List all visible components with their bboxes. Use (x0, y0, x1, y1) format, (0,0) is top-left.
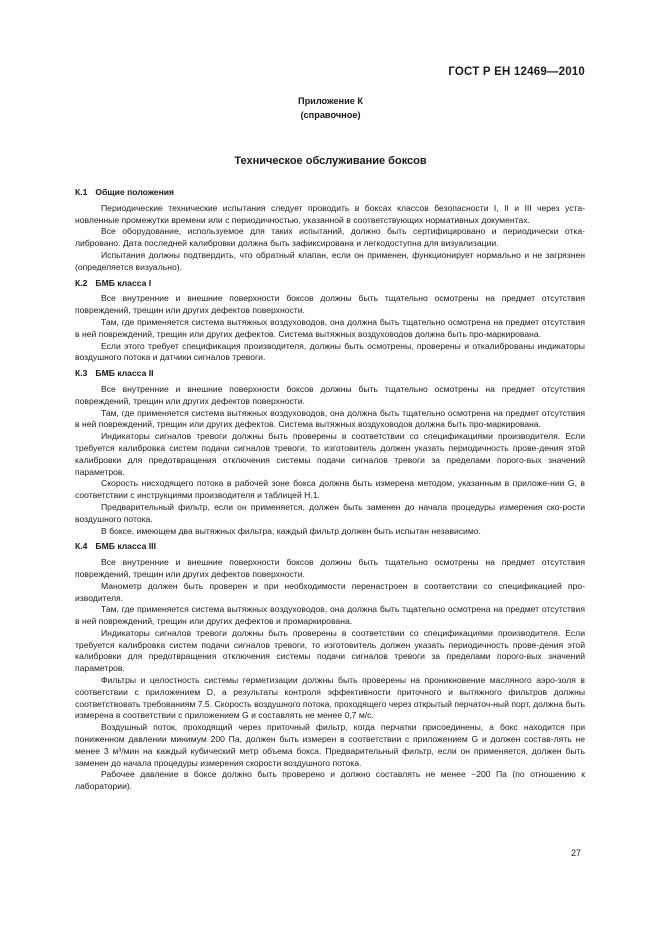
document-body (75, 186, 585, 793)
paragraph: Там, где применяется система вытяжных воздуховодов, она должна быть тщательно осмотрена на предмет отсутствия в ней повреждений, трещин или других дефектов. Система вытяжных воздуховодов должна быть про-маркирована. (75, 316, 585, 339)
standard-code: ГОСТ Р ЕН 12469—2010 (448, 66, 585, 78)
section-title: БМБ класса III (95, 541, 156, 552)
section-title: БМБ класса II (95, 368, 154, 379)
section-number: К.1 (75, 187, 88, 197)
appendix-block (0, 94, 661, 122)
paragraph: Если этого требует спецификация производителя, должны быть осмотрены, проверены и откалиброваны индикаторы воздушного потока и датчики сигналов тревоги. (75, 340, 585, 363)
paragraph: Там, где применяется система вытяжных воздуховодов, она должна быть тщательно осмотрена на предмет отсутствия в ней повреждений, трещин или других дефектов. Система вытяжных воздуховодов должна быть про-маркирована. (75, 407, 585, 430)
paragraph: Рабочее давление в боксе должно быть проверено и должно составлять не менее −200 Па (по отношению к лаборатории). (75, 769, 585, 792)
section-number: К.3 (75, 368, 88, 379)
section-heading (75, 187, 585, 199)
paragraph: Все оборудование, используемое для таких испытаний, должно быть сертифицировано и периодически отка-либровано. Дата последней калибровки должна быть зафиксирована и легкодоступна для визуализации. (75, 226, 585, 249)
paragraph: Воздушный поток, проходящий через приточный фильтр, когда перчатки присоединены, а бокс находится при пониженном давлении минимум 200 Па, должен быть измерен в соответствии с приложением G и должен состав-лять не менее 3 м³/мин на каждый кубический метр объема бокса. Предварительный фильтр, если он применяется, должен быть заменен до начала процедуры измерения скорости воздушного потока. (75, 722, 585, 768)
paragraph: В боксе, имеющем два вытяжных фильтра, каждый фильтр должен быть испытан независимо. (101, 525, 481, 536)
paragraph: Испытания должны подтвердить, что обратный клапан, если он применен, функционирует нормально и не загрязнен (определяется визуально). (75, 249, 585, 272)
paragraph: Там, где применяется система вытяжных воздуховодов, она должна быть тщательно осмотрена на предмет отсутствия в ней повреждений, трещин или других дефектов и промаркирована. (75, 604, 585, 627)
paragraph: Индикаторы сигналов тревоги должны быть проверены в соответствии со спецификациями производителя. Если требуется калибровка систем подачи сигналов тревоги, то изготовитель должен указать периодичность прове-дения этой калибровки для предотвращения отключения системы подачи сигналов тревоги за пределами порого-вых значений параметров. (75, 431, 585, 477)
section-number: К.4 (75, 541, 88, 552)
paragraph: Все внутренние и внешние поверхности боксов должны быть тщательно осмотрены на предмет отсутствия повреждений, трещин или других дефектов поверхности. (75, 557, 585, 579)
paragraph: Все внутренние и внешние поверхности боксов должны быть тщательно осмотрены на предмет отсутствия повреждений, трещин или других дефектов поверхности. (75, 383, 585, 406)
paragraph: Все внутренние и внешние поверхности боксов должны быть тщательно осмотрены на предмет отсутствия повреждений, трещин или других дефектов поверхности. (75, 293, 585, 316)
paragraph: Индикаторы сигналов тревоги должны быть проверены в соответствии со спецификациями производителя. Если требуется калибровка систем подачи сигналов тревоги, то изготовитель должен указать периодичность прове-дения этой калибровки для предотвращения отключения системы подачи сигналов тревоги за пределами порого-вых значений параметров. (75, 627, 585, 674)
paragraph: Манометр должен быть проверен и при необходимости перенастроен в соответствии со спецификацией про-изводителя. (75, 580, 585, 603)
paragraph: Предварительный фильтр, если он применяется, должен быть заменен до начала процедуры измерения ско-рости воздушного потока. (75, 501, 585, 524)
page-title: Техническое обслуживание боксов (234, 155, 427, 167)
appendix-note: (справочное) (300, 110, 361, 120)
section-title: Общие положения (95, 187, 175, 197)
section-title: БМБ класса I (95, 277, 152, 288)
paragraph: Фильтры и целостность системы герметизации должны быть проверены на проникновение масляного аэро-золя в соответствии с приложением D, а результаты контроля эффективности приточного и вытяжного фильтров должны соответствовать требованиям 7.5. Скорость воздушного потока, проходящего через открытый перчаточ-ный порт, должна быть измерена в соответствии с приложением G и составлять не менее 0,7 м/с. (75, 675, 585, 721)
paragraph: Периодические технические испытания следует проводить в боксах классов безопасности I, II и III через уста-новленные промежутки времени или с периодичностью, указанной в соответствующих нормативных документах. (75, 202, 585, 225)
section-heading (75, 368, 585, 380)
section-number: К.2 (75, 277, 88, 288)
page-number: 27 (570, 848, 581, 858)
section-heading (75, 541, 585, 553)
paragraph: Скорость нисходящего потока в рабочей зоне бокса должна быть измерена методом, указанным в приложе-нии G, в соответствии с инструкциями производителя и таблицей Н.1. (75, 478, 585, 501)
appendix-label: Приложение К (297, 96, 364, 106)
section-heading (75, 278, 585, 290)
